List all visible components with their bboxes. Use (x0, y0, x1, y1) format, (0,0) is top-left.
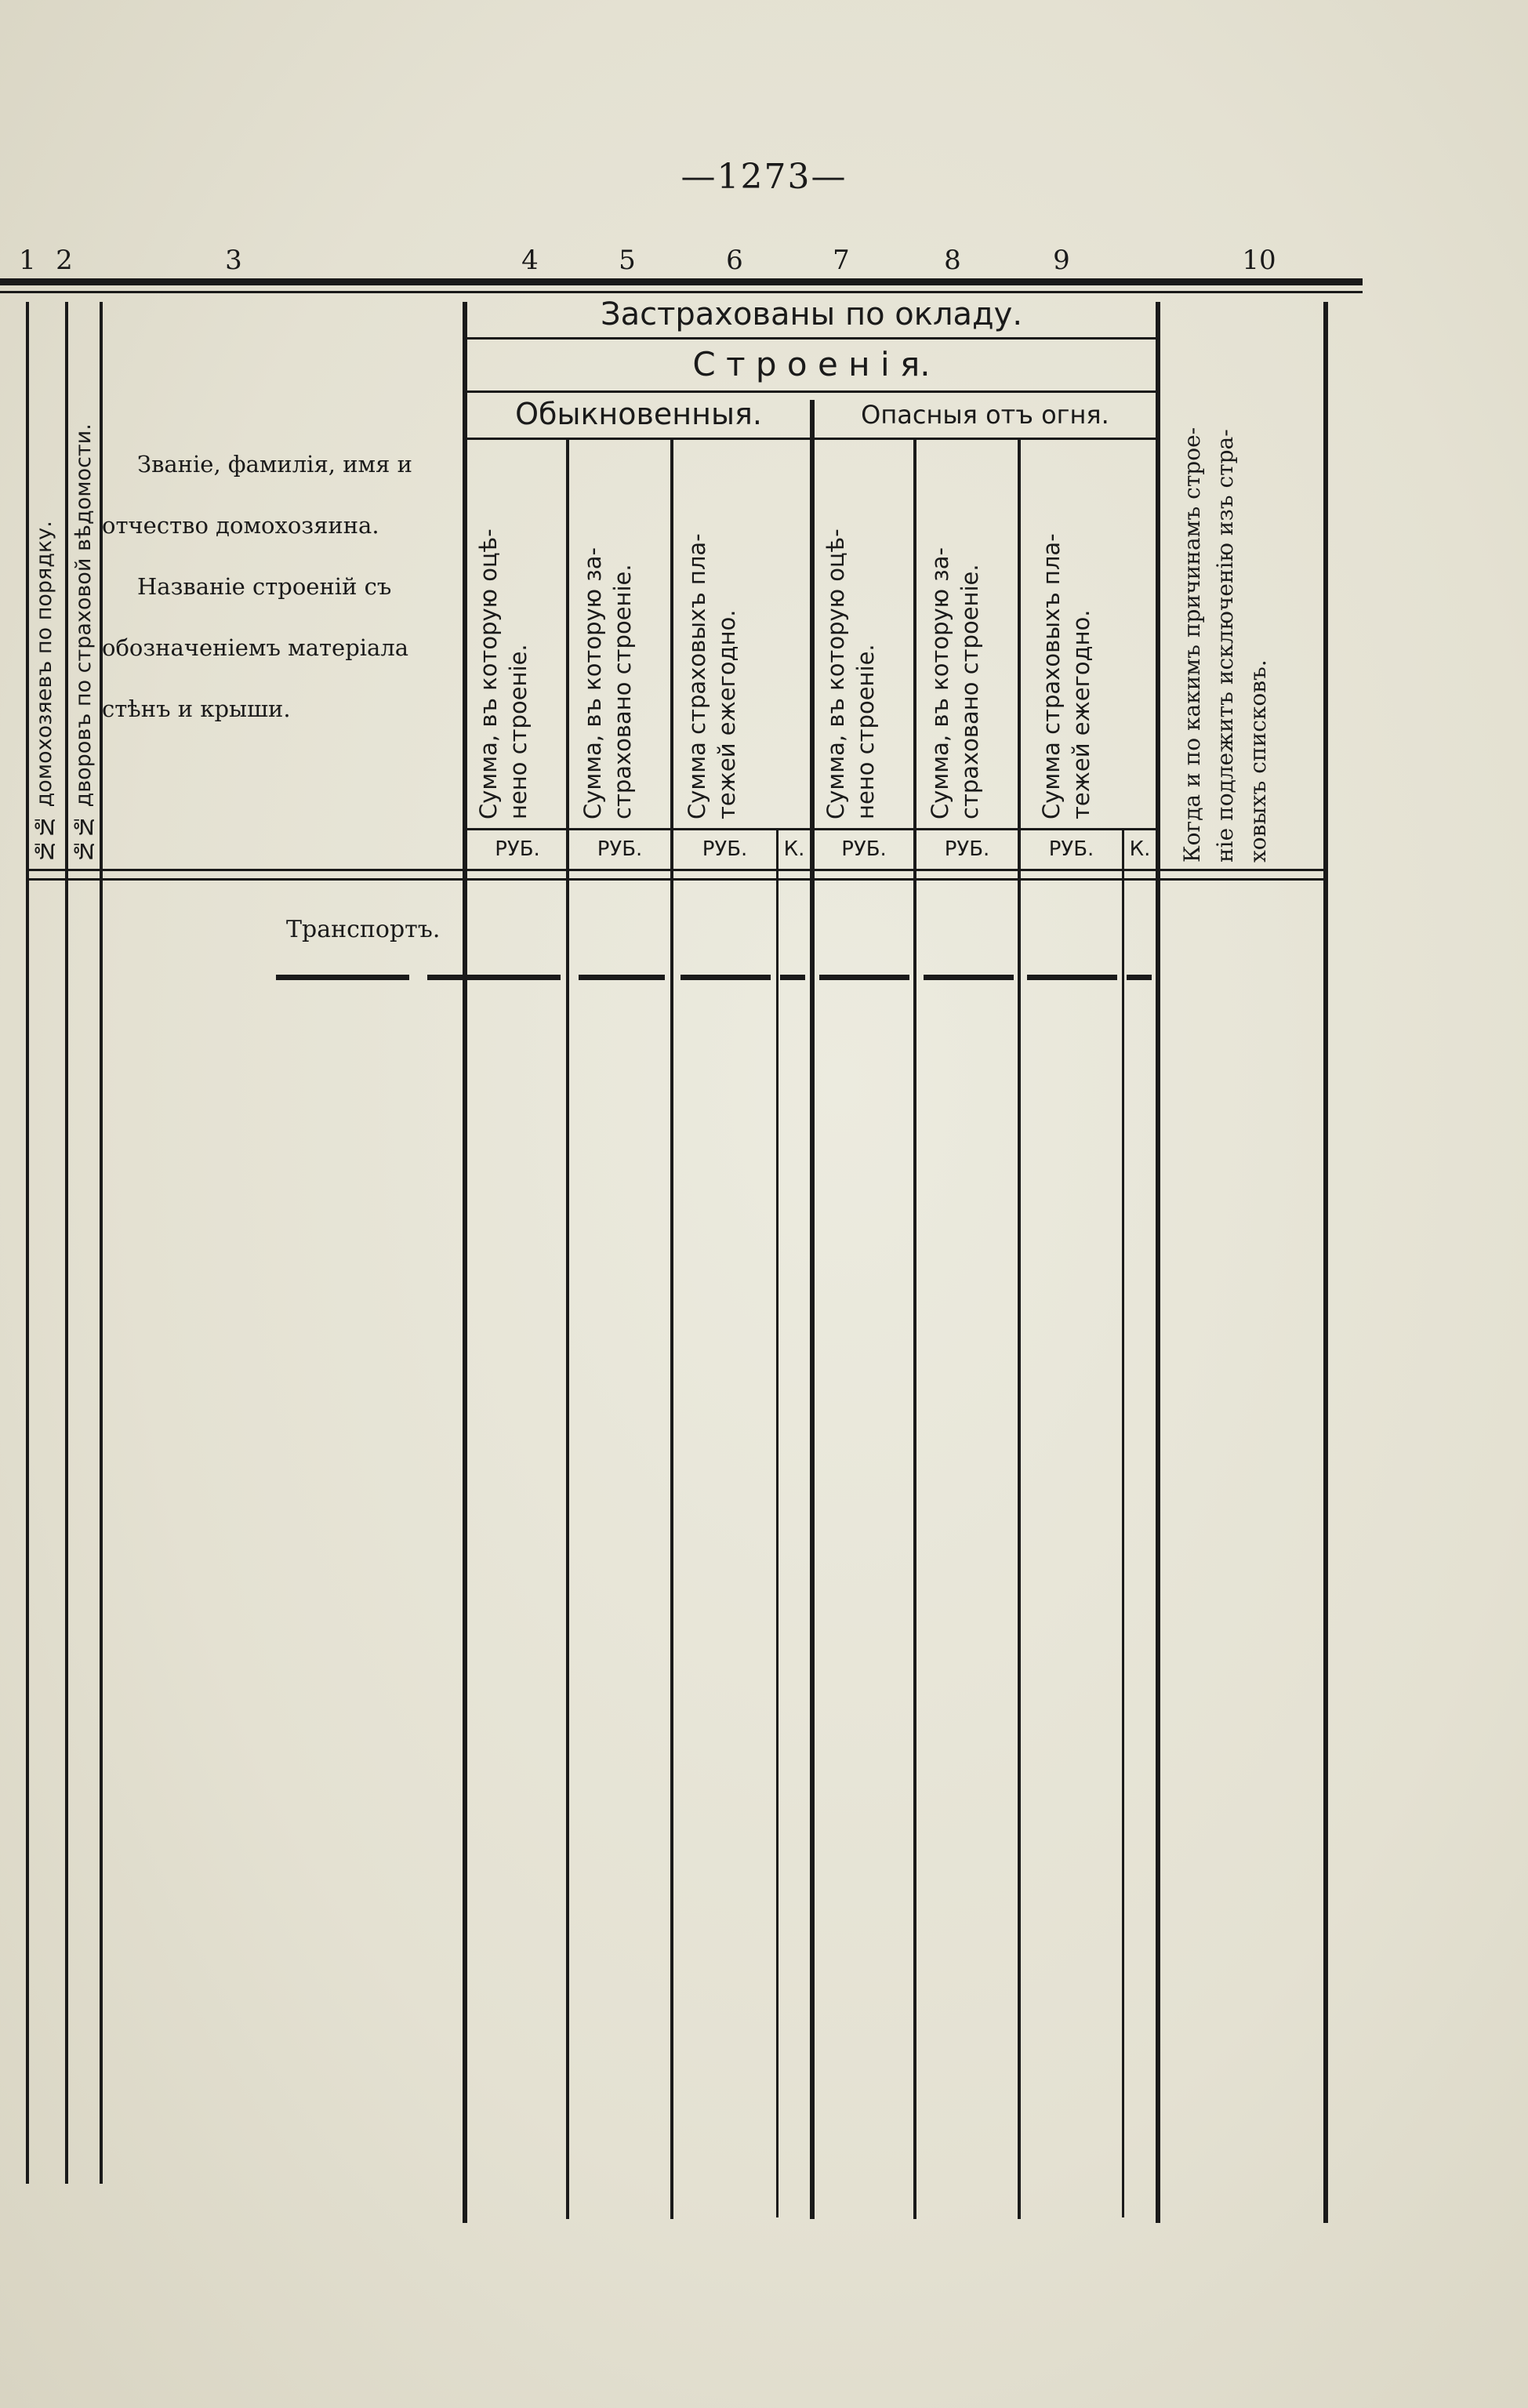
header-exclusion-reason (1176, 314, 1275, 863)
header-bottom-rule-2 (26, 878, 1328, 881)
column-number-10: 10 (1242, 245, 1276, 276)
bleed-through-block (0, 941, 1528, 1024)
header-buildings: С т р о е н і я. (692, 345, 931, 383)
transport-dash-1 (276, 975, 409, 980)
header-annual-payments (682, 451, 742, 819)
header-insured-sum-line1: Сумма, въ которую за- (579, 547, 606, 819)
header-yard-number: №№ дворовъ по страховой вѣдомости. (71, 423, 96, 863)
header-exclusion-reason-line3: ховыхъ списковъ. (1245, 659, 1271, 863)
header-fire-annual-payments (1036, 451, 1096, 819)
header-exclusion-reason-line1: Когда и по какимъ причинамъ строе- (1179, 427, 1205, 863)
insured-group-rule (467, 337, 1156, 340)
column-divider-4 (566, 439, 569, 2219)
column-number-5: 5 (619, 245, 636, 276)
transport-dash-2 (427, 975, 561, 980)
header-assessed-sum (474, 451, 533, 819)
column-number-8: 8 (944, 245, 961, 276)
unit-kop-col6: К. (783, 837, 805, 861)
unit-rub-col5: РУБ. (597, 837, 643, 861)
header-fire-assessed-sum (821, 451, 880, 819)
header-fire-assessed-sum-line1: Сумма, въ которую оцѣ- (822, 528, 849, 819)
transport-dash-7 (924, 975, 1014, 980)
column-number-9: 9 (1053, 245, 1070, 276)
column-divider-6-kop (776, 830, 779, 2217)
header-fire-annual-payments-line2: тежей ежегодно. (1068, 609, 1094, 819)
header-ordinary: Обыкновенныя. (515, 397, 762, 431)
header-fire-dangerous: Опасныя отъ огня. (861, 400, 1109, 430)
header-annual-payments-line2: тежей ежегодно. (713, 609, 740, 819)
unit-rub-col4: РУБ. (495, 837, 540, 861)
column-number-7: 7 (833, 245, 850, 276)
column-divider-1 (65, 302, 68, 2184)
header-bottom-rule (26, 869, 1328, 871)
top-rule-thin (0, 291, 1363, 293)
transport-dash-8 (1027, 975, 1117, 980)
unit-rub-col8: РУБ. (944, 837, 990, 861)
header-insured-group: Застрахованы по окладу. (600, 296, 1023, 332)
subgroup-rule (467, 438, 1156, 440)
column-number-2: 2 (56, 245, 73, 276)
page-number: —1273— (681, 157, 847, 197)
header-buildings-line2: обозначеніемъ матеріала (102, 634, 409, 661)
column-divider-9 (1156, 302, 1160, 2223)
header-owner-line2: отчество домохозяина. (102, 512, 379, 539)
unit-rub-col7: РУБ. (841, 837, 887, 861)
column-divider-9-kop (1122, 830, 1124, 2217)
header-fire-annual-payments-line1: Сумма страховыхъ пла- (1038, 533, 1065, 819)
header-exclusion-reason-line2: ніе подлежитъ исключенію изъ стра- (1212, 429, 1238, 863)
transport-dash-6 (819, 975, 909, 980)
column-number-3: 3 (225, 245, 242, 276)
transport-label: Транспортъ. (286, 916, 441, 943)
top-rule (0, 278, 1363, 285)
header-assessed-sum-line2: нено строеніе. (505, 644, 532, 819)
table-border-right (1323, 302, 1328, 2223)
column-number-4: 4 (521, 245, 539, 276)
column-divider-8 (1018, 439, 1021, 2219)
column-divider-7 (913, 439, 916, 2219)
unit-rub-col6: РУБ. (702, 837, 748, 861)
header-fire-insured-sum-line1: Сумма, въ которую за- (927, 547, 953, 819)
header-buildings-line1: Названіе строеній съ (137, 573, 392, 600)
unit-kop-col9: К. (1129, 837, 1151, 861)
header-household-number: №№ домохозяевъ по порядку. (32, 521, 56, 863)
transport-dash-5 (780, 975, 805, 980)
header-insured-sum (578, 451, 637, 819)
unit-rub-col9: РУБ. (1048, 837, 1094, 861)
header-fire-insured-sum (925, 451, 985, 819)
header-assessed-sum-line1: Сумма, въ которую оцѣ- (475, 528, 502, 819)
buildings-rule (467, 390, 1156, 393)
header-fire-insured-sum-line2: страховано строеніе. (956, 564, 983, 819)
header-insured-sum-line2: страховано строеніе. (609, 564, 636, 819)
units-rule (467, 828, 1156, 830)
column-number-1: 1 (19, 245, 36, 276)
column-divider-2 (100, 302, 103, 2184)
header-owner-line1: Званіе, фамилія, имя и (137, 451, 412, 478)
header-fire-assessed-sum-line2: нено строеніе. (852, 644, 879, 819)
column-divider-6 (810, 400, 815, 2219)
column-divider-3 (463, 302, 467, 2223)
header-buildings-line3: стѣнъ и крыши. (102, 696, 291, 722)
header-annual-payments-line1: Сумма страховыхъ пла- (684, 533, 710, 819)
transport-dash-3 (579, 975, 665, 980)
transport-dash-9 (1127, 975, 1152, 980)
table-border-left (26, 302, 29, 2184)
column-divider-5 (670, 439, 673, 2219)
transport-dash-4 (681, 975, 771, 980)
column-number-6: 6 (726, 245, 743, 276)
